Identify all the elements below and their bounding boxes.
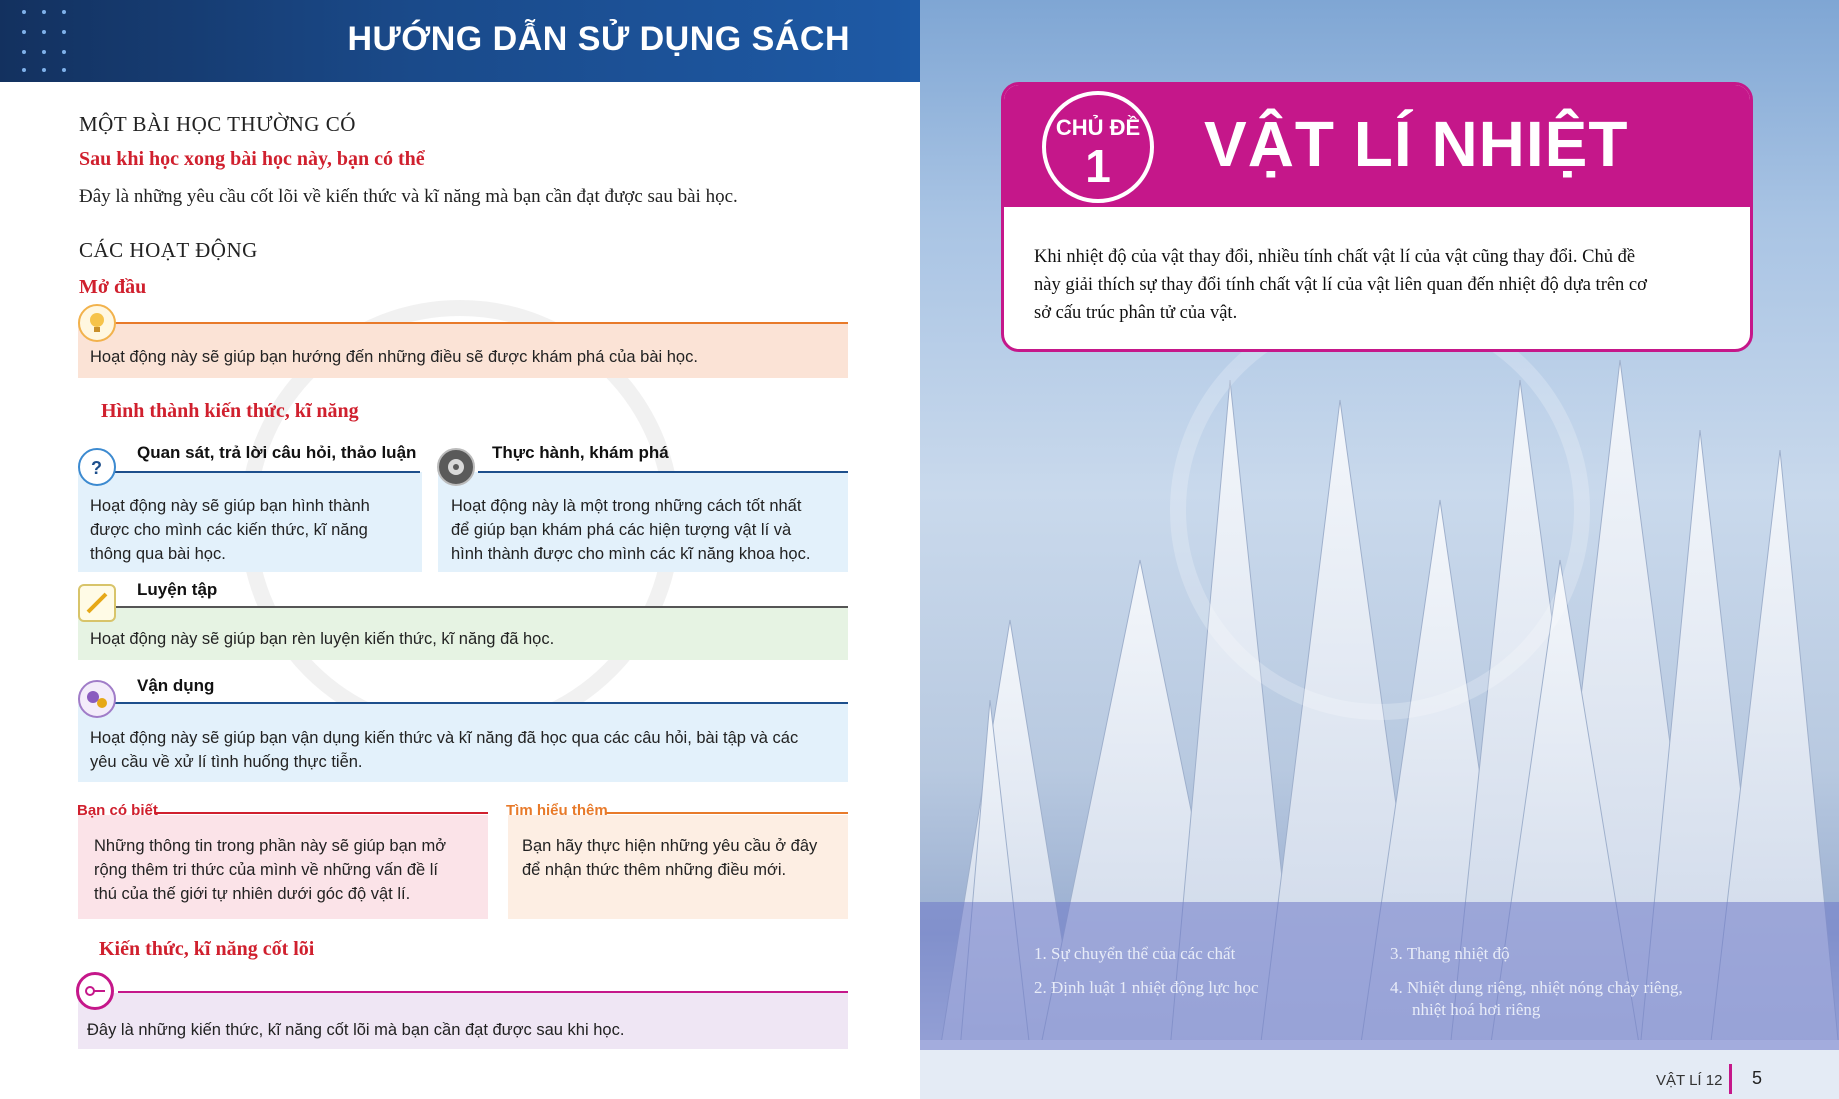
pencil-notebook-icon: [78, 584, 116, 622]
quan-sat-line-1: Hoạt động này sẽ giúp bạn hình thành: [90, 497, 370, 515]
lesson-item: nhiệt hoá hơi riêng: [1412, 1000, 1541, 1019]
lightbulb-icon: [78, 304, 116, 342]
thuc-hanh-text: [451, 494, 810, 566]
van-dung-line-2: yêu cầu về xử lí tình huống thực tiễn.: [90, 753, 363, 771]
mo-dau-rule: [110, 322, 848, 324]
ban-co-biet-rule: [154, 812, 488, 814]
van-dung-line-1: Hoạt động này sẽ giúp bạn vận dụng kiến thức và kĩ năng đã học qua các câu hỏi, bài tập và các: [90, 729, 799, 747]
luyen-tap-rule: [112, 606, 848, 608]
quan-sat-line-2: được cho mình các kiến thức, kĩ năng: [90, 521, 368, 539]
header-title: HƯỚNG DẪN SỬ DỤNG SÁCH: [347, 20, 850, 58]
topic-number: 1: [1085, 140, 1111, 192]
quan-sat-line-3: thông qua bài học.: [90, 545, 226, 563]
footer-book-label: VẬT LÍ 12: [1656, 1072, 1723, 1089]
thuc-hanh-title: Thực hành, khám phá: [492, 443, 669, 462]
question-bubble-icon: [78, 448, 116, 486]
watermark-right-icon: [1170, 300, 1590, 720]
key-icon: [76, 972, 114, 1010]
ban-co-biet-line-3: thú của thế giới tự nhiên dưới góc độ vật lí.: [94, 885, 411, 903]
tim-hieu-them-line-1: Bạn hãy thực hiện những yêu cầu ở đây: [522, 837, 818, 855]
lesson-list-band: [920, 902, 1839, 1050]
mo-dau-text: Hoạt động này sẽ giúp bạn hướng đến những điều sẽ được khám phá của bài học.: [90, 348, 698, 366]
lesson-item: 3. Thang nhiệt độ: [1390, 944, 1510, 963]
lesson-item: 1. Sự chuyển thể của các chất: [1034, 944, 1236, 963]
page-number: 5: [1752, 1068, 1763, 1088]
objectives-subheading: Sau khi học xong bài học này, bạn có thể: [79, 148, 425, 170]
tim-hieu-them-line-2: để nhận thức thêm những điều mới.: [522, 861, 787, 879]
kien-thuc-text: Đây là những kiến thức, kĩ năng cốt lõi mà bạn cần đạt được sau khi học.: [87, 1021, 625, 1039]
quan-sat-text: [90, 494, 370, 566]
svg-text:?: ?: [91, 458, 102, 478]
quan-sat-rule: [112, 471, 420, 473]
section-heading-lesson: MỘT BÀI HỌC THƯỜNG CÓ: [79, 112, 356, 136]
ban-co-biet-text: [94, 834, 446, 906]
lesson-item: 2. Định luật 1 nhiệt động lực học: [1034, 978, 1259, 997]
section-heading-activities: CÁC HOẠT ĐỘNG: [79, 238, 258, 262]
lesson-item: 4. Nhiệt dung riêng, nhiệt nóng chảy riêng,: [1390, 978, 1683, 997]
thuc-hanh-line-1: Hoạt động này là một trong những cách tốt nhất: [451, 497, 802, 515]
ban-co-biet-title: Bạn có biết: [77, 802, 158, 819]
topic-desc-line-1: Khi nhiệt độ của vật thay đổi, nhiều tính chất vật lí của vật cũng thay đổi. Chủ đề: [1034, 247, 1636, 267]
tim-hieu-them-text: [522, 834, 817, 882]
objectives-text: Đây là những yêu cầu cốt lõi về kiến thức và kĩ năng mà bạn cần đạt được sau bài học.: [79, 186, 738, 207]
tim-hieu-them-rule: [606, 812, 848, 814]
tim-hieu-them-title: Tìm hiểu thêm: [506, 802, 608, 819]
header-banner: [0, 0, 920, 82]
dots-decoration-icon: [22, 10, 82, 72]
thuc-hanh-line-2: để giúp bạn khám phá các hiện tượng vật lí và: [451, 521, 792, 539]
topic-desc-line-2: này giải thích sự thay đổi tính chất vật lí của vật liên quan đến nhiệt độ dựa trên cơ: [1034, 275, 1647, 295]
thuc-hanh-rule: [478, 471, 848, 473]
thuc-hanh-line-3: hình thành được cho mình các kĩ năng khoa học.: [451, 545, 811, 563]
topic-band: [1004, 85, 1750, 207]
footer-divider: [1729, 1064, 1732, 1094]
kien-thuc-rule: [118, 991, 848, 993]
kien-thuc-label: Kiến thức, kĩ năng cốt lõi: [99, 938, 315, 960]
topic-badge: [1042, 91, 1154, 203]
gears-icon: [78, 680, 116, 718]
mo-dau-label: Mở đầu: [79, 276, 147, 298]
topic-description: [1034, 243, 1724, 327]
ban-co-biet-line-2: rộng thêm tri thức của mình về những vấn đề lí: [94, 861, 439, 879]
ban-co-biet-line-1: Những thông tin trong phần này sẽ giúp bạn mở: [94, 837, 447, 855]
van-dung-title: Vận dụng: [137, 676, 215, 695]
quan-sat-title: Quan sát, trả lời câu hỏi, thảo luận: [137, 443, 417, 462]
topic-desc-line-3: sở cấu trúc phân tử của vật.: [1034, 303, 1238, 323]
luyen-tap-text: Hoạt động này sẽ giúp bạn rèn luyện kiến thức, kĩ năng đã học.: [90, 630, 555, 648]
hinh-thanh-label: Hình thành kiến thức, kĩ năng: [101, 400, 359, 422]
van-dung-text: [90, 726, 798, 774]
topic-card: [1001, 82, 1753, 352]
topic-label: CHỦ ĐỀ: [1055, 115, 1141, 140]
gear-experiment-icon: [437, 448, 475, 486]
topic-title: VẬT LÍ NHIỆT: [1204, 108, 1629, 180]
luyen-tap-title: Luyện tập: [137, 580, 218, 599]
van-dung-rule: [112, 702, 848, 704]
